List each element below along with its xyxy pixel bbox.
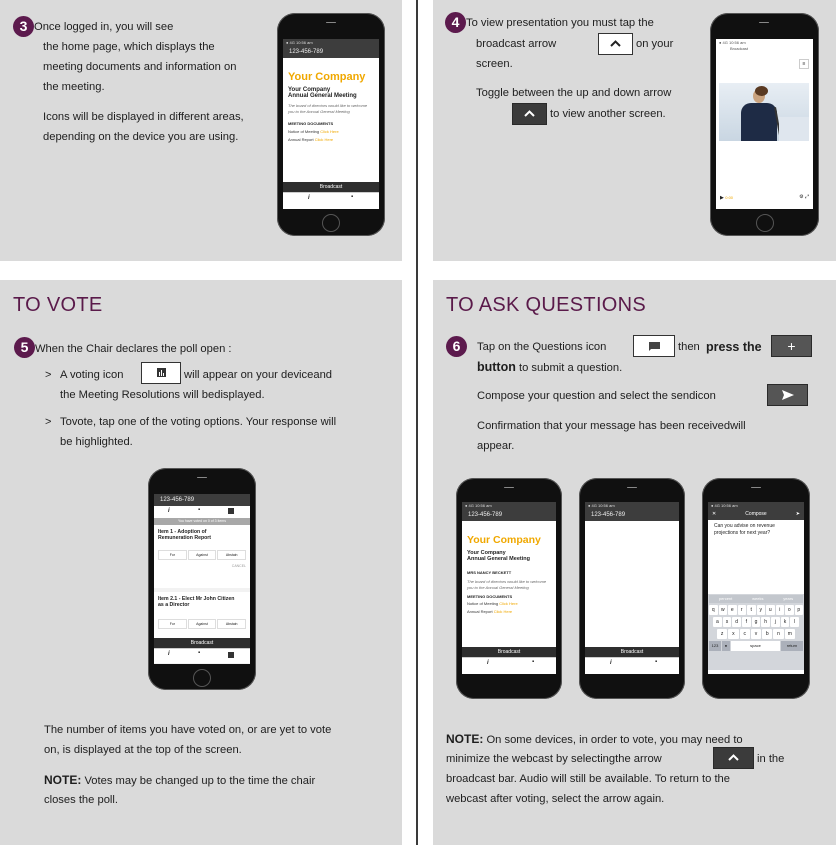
qb-info-icon[interactable]: i (610, 660, 612, 666)
qa-welcome: The board of directors would like to welcome you to the Annual General Meeting (467, 579, 547, 590)
info-icon[interactable]: i (308, 195, 310, 201)
step3-text2: Icons will be displayed in different areas, depending on the device you are using. (43, 111, 244, 143)
qa-notice-link[interactable]: Click Here (499, 601, 518, 606)
key-123[interactable]: 123 (709, 641, 721, 651)
notice-link[interactable]: Click Here (320, 129, 339, 134)
key-c[interactable]: c (740, 629, 750, 639)
key-y[interactable]: y (757, 605, 766, 615)
item2-title: Item 2.1 - Elect Mr John Citizen (158, 596, 235, 602)
q-l1c: press the (706, 340, 762, 354)
qa-docs: MEETING DOCUMENTS (467, 594, 513, 599)
item1-title: Item 1 - Adoption of (158, 529, 207, 535)
item2-abstain-button[interactable]: Abstain (217, 619, 246, 629)
q-note-b2: in the (757, 753, 785, 765)
key-i[interactable]: i (776, 605, 785, 615)
key-q[interactable]: q (709, 605, 718, 615)
qa-company: Your Company (467, 534, 541, 546)
key-r[interactable]: r (738, 605, 747, 615)
step-5-badge: 5 (14, 337, 35, 358)
key-h[interactable]: h (761, 617, 770, 627)
item2-for-button[interactable]: For (158, 619, 187, 629)
chevron-up-icon (714, 748, 753, 768)
qa-chat-icon[interactable]: ▪ (532, 659, 535, 665)
vote-bottom-poll-icon[interactable] (228, 652, 234, 658)
item1-against-button[interactable]: Against (188, 550, 217, 560)
cancel-vote[interactable]: CANCEL (231, 564, 246, 568)
key-e[interactable]: e (728, 605, 737, 615)
key-d[interactable]: d (732, 617, 741, 627)
vote-chat-icon[interactable]: ▪ (198, 507, 201, 513)
step-4-badge: 4 (445, 12, 466, 33)
qa-notice: Notice of Meeting (467, 601, 499, 606)
welcome-text: The board of directors would like to welcome you to the Annual General Meeting (288, 103, 368, 114)
bullet-1: > (45, 369, 52, 381)
qb-meeting-id: 123-456-789 (591, 512, 626, 518)
video-time: 0:00 (725, 195, 734, 200)
compose-title: Compose (745, 511, 767, 517)
presentation-broadcast-label: Broadcast (730, 46, 749, 51)
key-o[interactable]: o (785, 605, 794, 615)
q-note-d: webcast after voting, select the arrow again. (446, 793, 665, 805)
phone-presentation-screen: ● 4G 10:56 am Broadcast ≡ ▶ 0:00 ⚙ ⤢ (710, 13, 819, 236)
qa-company2: Your Company (467, 550, 506, 556)
questions-icon-key (633, 335, 675, 357)
qa-report-link[interactable]: Click Here (493, 609, 513, 614)
step-3-badge: 3 (13, 16, 34, 37)
key-z[interactable]: z (717, 629, 727, 639)
key-a[interactable]: a (713, 617, 722, 627)
agm-title: Annual General Meeting (288, 93, 357, 99)
vote-b1b: will appear on your deviceand (184, 369, 333, 381)
suggestion-2[interactable]: weeks (752, 596, 764, 601)
vote-b2b: be highlighted. (60, 436, 133, 448)
item1-title2: Remuneration Report (158, 535, 212, 541)
item2-title2: as a Director (158, 602, 190, 608)
vote-b1c: the Meeting Resolutions will bedisplayed. (60, 389, 265, 401)
report-link[interactable]: Click Here (314, 137, 334, 142)
send-key (767, 384, 808, 406)
chat-bubble-icon (634, 336, 674, 356)
vote-meeting-id: 123-456-789 (160, 497, 195, 503)
chevron-up-icon (513, 104, 546, 124)
play-icon[interactable]: ▶ (720, 195, 724, 201)
phone-q-home: ● 4G 10:56 am 123-456-789 Your Company Your Company Annual General Meeting MRS NANCY BECKETT The board of directors would like to welcome you to the Annual General Meeting MEETING DOCUMENTS Notice of Meeting Click Here Annual Report Click Here Broadcast i ▪ (456, 478, 562, 699)
menu-icon[interactable]: ≡ (799, 59, 809, 69)
qb-broadcast-bar[interactable]: Broadcast (585, 647, 679, 657)
q-l2: button to submit a question. (477, 360, 623, 374)
key-space[interactable]: space (731, 641, 780, 651)
q-l4b: appear. (477, 440, 515, 452)
vote-note-b: closes the poll. (44, 794, 119, 806)
key-p[interactable]: p (795, 605, 804, 615)
key-w[interactable]: w (719, 605, 728, 615)
item1-abstain-button[interactable]: Abstain (217, 550, 246, 560)
key-m[interactable]: m (785, 629, 795, 639)
bar-chart-icon (142, 363, 180, 383)
item1-for-button[interactable]: For (158, 550, 187, 560)
docs-heading: MEETING DOCUMENTS (288, 121, 334, 126)
up-arrow-key (598, 33, 633, 55)
key-l[interactable]: l (790, 617, 799, 627)
qa-report: Annual Report (467, 609, 493, 614)
questions-heading: TO ASK QUESTIONS (446, 294, 647, 316)
send-icon (768, 385, 807, 405)
qa-meeting-id: 123-456-789 (468, 512, 503, 518)
step4-line5: to view another screen. (550, 108, 666, 120)
keyboard (708, 594, 804, 670)
step4-line2a: broadcast arrow (476, 38, 557, 50)
key-g[interactable]: g (752, 617, 761, 627)
vote-info-icon[interactable]: i (168, 508, 170, 514)
qb-chat-icon[interactable]: ▪ (655, 659, 658, 665)
step4-line2b: on your (636, 38, 674, 50)
key-v[interactable]: v (751, 629, 761, 639)
qa-broadcast-bar[interactable]: Broadcast (462, 647, 556, 657)
notice-label: Notice of Meeting (288, 129, 320, 134)
vote-p1a: The number of items you have voted on, or are yet to vote (44, 724, 332, 736)
q-l1a: Tap on the Questions icon (477, 341, 607, 353)
plus-key (771, 335, 812, 357)
vote-b2a: Tovote, tap one of the voting options. Your response will (60, 416, 337, 428)
vote-tab-icon[interactable] (228, 508, 234, 514)
bullet-2: > (45, 416, 52, 428)
suggestion-1[interactable]: percent (718, 596, 733, 601)
company-subtitle: Your Company (288, 87, 331, 93)
minimize-arrow-key (713, 747, 754, 769)
vote-bottom-chat-icon[interactable]: ▪ (198, 650, 201, 656)
chevron-up-icon (599, 34, 632, 54)
chat-icon[interactable]: ▪ (351, 194, 354, 200)
fullscreen-icon[interactable]: ⚙ ⤢ (799, 194, 809, 200)
phone-q-blank: ● 4G 10:56 am 123-456-789 Broadcast i ▪ (579, 478, 685, 699)
qa-beckett: MRS NANCY BECKETT (467, 570, 512, 575)
meeting-id: 123-456-789 (289, 49, 324, 55)
company-name: Your Company (288, 71, 366, 83)
close-icon[interactable]: ✕ (712, 511, 717, 517)
phone-q-compose: ● 4G 10:56 am ✕ Compose ➤ Can you advise on revenue projections for next year? percent weeks years q w e r t y u i o p a s d f g h j k l z x c v b n m 123 ● space return (702, 478, 810, 699)
key-u[interactable]: u (766, 605, 775, 615)
down-arrow-key (512, 103, 547, 125)
key-k[interactable]: k (781, 617, 790, 627)
plus-icon: + (787, 338, 796, 354)
presenter-video (719, 83, 809, 141)
key-n[interactable]: n (773, 629, 783, 639)
qa-agm: Annual General Meeting (467, 556, 530, 562)
q-l3: Compose your question and select the sendicon (477, 390, 716, 402)
vote-p1b: on, is displayed at the top of the screen. (44, 744, 242, 756)
q-l4a: Confirmation that your message has been receivedwill (477, 420, 746, 432)
step3-text: Once logged in, you will see the home page, which displays the meeting documents and information on the meeting. (34, 21, 237, 93)
q-note: NOTE: On some devices, in order to vote, you may need to (446, 732, 743, 746)
compose-question[interactable]: Can you advise on revenue projections for next year? (714, 523, 775, 536)
key-b[interactable]: b (762, 629, 772, 639)
suggestion-3[interactable]: years (783, 596, 794, 601)
report-label: Annual Report (288, 137, 314, 142)
step-6-badge: 6 (446, 336, 467, 357)
item2-against-button[interactable]: Against (188, 619, 217, 629)
compose-send-icon[interactable]: ➤ (795, 511, 800, 517)
vote-banner: You have voted on 0 of 3 items (154, 518, 250, 525)
step4-line3: screen. (476, 58, 513, 70)
vote-bottom-info-icon[interactable]: i (168, 651, 170, 657)
voting-icon-key (141, 362, 181, 384)
vote-intro: When the Chair declares the poll open : (35, 343, 232, 355)
key-j[interactable]: j (771, 617, 780, 627)
center-divider (416, 0, 418, 845)
step4-line1: To view presentation you must tap the (466, 17, 654, 29)
vote-heading: TO VOTE (13, 294, 103, 316)
key-s[interactable]: s (723, 617, 732, 627)
key-f[interactable]: f (742, 617, 751, 627)
qa-info-icon[interactable]: i (487, 660, 489, 666)
vote-b1a: A voting icon (60, 369, 124, 381)
broadcast-bar[interactable]: Broadcast (283, 182, 379, 192)
step4-line4: Toggle between the up and down arrow (476, 87, 672, 99)
q-l1b: then (678, 341, 700, 353)
vote-broadcast-bar[interactable]: Broadcast (154, 638, 250, 648)
key-return[interactable]: return (781, 641, 803, 651)
phone-vote-screen (148, 468, 256, 690)
key-x[interactable]: x (728, 629, 738, 639)
phone-home-screen: ● 4G 10:56 am 123-456-789 Your Company Your Company Annual General Meeting The board of directors would like to welcome you to the Annual General Meeting MEETING DOCUMENTS Notice of Meeting Click Here Annual Report Click Here Broadcast i ▪ (277, 13, 385, 236)
vote-note: NOTE: Votes may be changed up to the time the chair (44, 773, 316, 787)
key-mic[interactable]: ● (722, 641, 730, 651)
q-note-c: broadcast bar. Audio will still be available. To return to the (446, 773, 730, 785)
q-note-b1: minimize the webcast by selectingthe arrow (446, 753, 662, 765)
key-t[interactable]: t (747, 605, 756, 615)
